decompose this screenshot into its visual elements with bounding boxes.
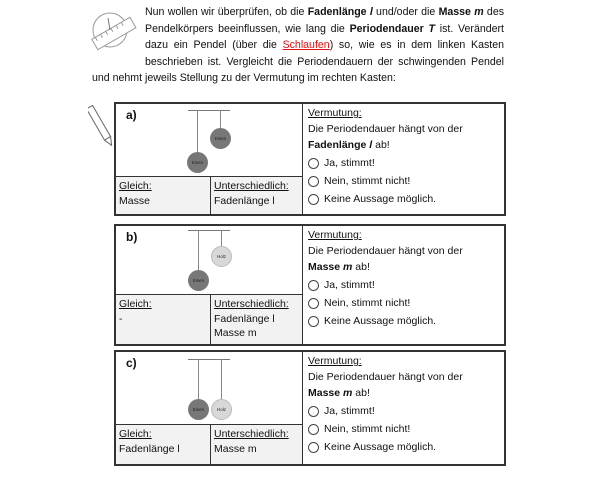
pendulum-bob-eisen: Eisen: [188, 270, 209, 291]
same-value: Masse: [119, 194, 150, 207]
option-undecided[interactable]: Keine Aussage möglich.: [308, 439, 500, 455]
pendulum-string-left: [198, 230, 199, 272]
hypothesis-text: Die Periodendauer hängt von der Fadenlänge l ab!: [308, 123, 463, 151]
radio-button[interactable]: [308, 298, 319, 309]
radio-button[interactable]: [308, 442, 319, 453]
box-label: c): [126, 356, 137, 370]
hypothesis-heading: Vermutung:: [308, 229, 362, 241]
experiment-box-c: [114, 350, 506, 466]
pendulum-string-left: [198, 359, 199, 401]
hypothesis-heading: Vermutung:: [308, 355, 362, 367]
pendulum-suspension-bar: [188, 230, 230, 231]
same-heading: Gleich:: [119, 298, 152, 310]
radio-button[interactable]: [308, 176, 319, 187]
setup-panel: [116, 104, 303, 214]
hypothesis-panel: [304, 352, 504, 456]
radio-button[interactable]: [308, 158, 319, 169]
different-value: Fadenlänge l: [214, 194, 275, 207]
radio-button[interactable]: [308, 194, 319, 205]
pendulum-suspension-bar: [188, 359, 230, 360]
pencil-icon: [88, 102, 114, 150]
radio-button[interactable]: [308, 406, 319, 417]
same-heading: Gleich:: [119, 428, 152, 440]
hypothesis-text: Die Periodendauer hängt von der Masse m ab!: [308, 371, 463, 399]
hypothesis-text: Die Periodendauer hängt von der Masse m ab!: [308, 245, 463, 273]
option-undecided[interactable]: Keine Aussage möglich.: [308, 313, 500, 329]
option-yes[interactable]: Ja, stimmt!: [308, 403, 500, 419]
experiment-box-b: [114, 224, 506, 346]
schlaufen-link[interactable]: Schlaufen: [282, 39, 330, 51]
same-value: -: [119, 312, 123, 325]
different-value: Fadenlänge l: [214, 312, 275, 325]
instructions-text: Nun wollen wir überprüfen, ob die Fadenlänge l und/oder die Masse m des Pendelkörpers beeinflussen, wie lang die Periodendauer T ist. Verändert dazu ein Pendel (über die Schlaufen) so, wie es in dem linken Kasten beschrieben ist. Vergleicht die Periodendauern der schwingenden Pendel und nehmt jeweils Stellung zu der Vermutung im rechten Kasten:: [92, 6, 505, 84]
hypothesis-panel: [304, 226, 504, 330]
pendulum-suspension-bar: [188, 110, 230, 111]
different-heading: Unterschiedlich:: [214, 428, 289, 440]
pendulum-bob-holz: Holz: [211, 246, 232, 267]
pendulum-string-right: [221, 359, 222, 401]
option-yes[interactable]: Ja, stimmt!: [308, 155, 500, 171]
pendulum-bob-eisen: Eisen: [188, 399, 209, 420]
same-value: Fadenlänge l: [119, 442, 180, 455]
comparison-row: [116, 294, 302, 344]
option-undecided[interactable]: Keine Aussage möglich.: [308, 191, 500, 207]
option-no[interactable]: Nein, stimmt nicht!: [308, 295, 500, 311]
option-no[interactable]: Nein, stimmt nicht!: [308, 173, 500, 189]
comparison-row: [116, 176, 302, 214]
hypothesis-panel: [304, 104, 504, 208]
experiment-box-a: [114, 102, 506, 216]
pendulum-string-left: [197, 110, 198, 154]
different-value: Masse m: [214, 442, 257, 455]
different-value-2: Masse m: [214, 327, 257, 339]
pendulum-bob-eisen: Eisen: [187, 152, 208, 173]
pendulum-bob-eisen: Eisen: [210, 128, 231, 149]
radio-button[interactable]: [308, 280, 319, 291]
box-label: b): [126, 230, 138, 244]
pendulum-bob-holz: Holz: [211, 399, 232, 420]
different-heading: Unterschiedlich:: [214, 180, 289, 192]
pendulum-string-right: [220, 110, 221, 130]
setup-panel: [116, 226, 303, 344]
same-heading: Gleich:: [119, 180, 152, 192]
box-label: a): [126, 108, 137, 122]
setup-panel: [116, 352, 303, 464]
radio-button[interactable]: [308, 316, 319, 327]
hypothesis-heading: Vermutung:: [308, 107, 362, 119]
different-heading: Unterschiedlich:: [214, 298, 289, 310]
option-no[interactable]: Nein, stimmt nicht!: [308, 421, 500, 437]
option-yes[interactable]: Ja, stimmt!: [308, 277, 500, 293]
comparison-row: [116, 424, 302, 464]
radio-button[interactable]: [308, 424, 319, 435]
